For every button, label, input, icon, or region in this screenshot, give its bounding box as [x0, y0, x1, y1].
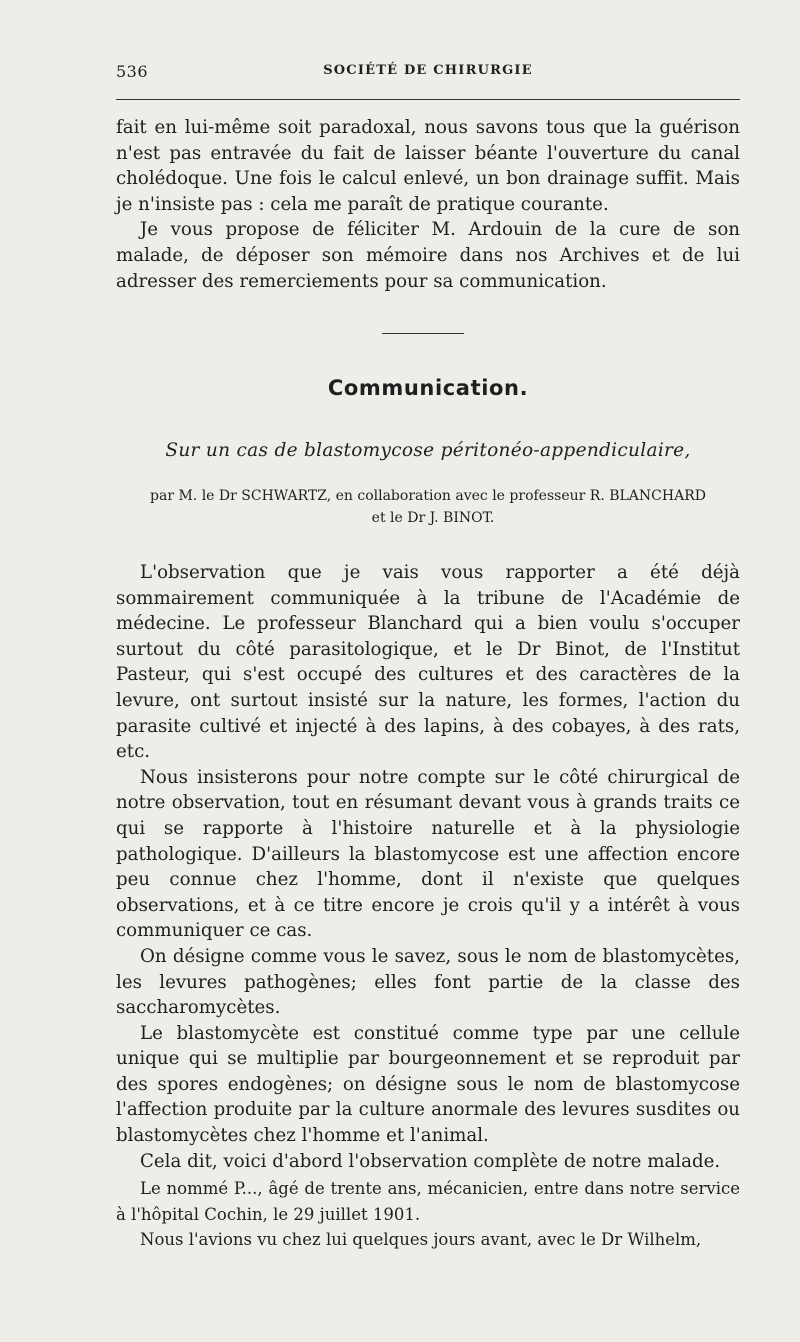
- text-block-top: [116, 115, 740, 294]
- header-rule: [116, 99, 740, 100]
- paragraph: Nous l'avions vu chez lui quelques jours avant, avec le Dr Wilhelm,: [140, 1230, 702, 1249]
- section-title: Communication.: [327, 376, 529, 400]
- paragraph: Nous insisterons pour notre compte sur le côté chirurgical de notre observation, tout en résumant devant vous à grands traits ce qui se rapporte à l'histoire naturelle et à la physiologie pathologique. D'ailleurs la blastomycose est une affection encore peu connue chez l'homme, dont il n'existe que quelques observations, et à ce titre encore je crois qu'il y a intérêt à vous communiquer ce cas.: [116, 766, 740, 942]
- article-subtitle: Sur un cas de blastomycose péritonéo-appendiculaire,: [165, 440, 691, 461]
- running-head: SOCIÉTÉ DE CHIRURGIE: [323, 63, 533, 78]
- paragraph: Le nommé P..., âgé de trente ans, mécanicien, entre dans notre service à l'hôpital Cochin, le 29 juillet 1901.: [116, 1179, 740, 1224]
- paragraph: Je vous propose de féliciter M. Ardouin de la cure de son malade, de déposer son mémoire dans nos Archives et de lui adresser des remerciements pour sa communication.: [116, 219, 740, 292]
- paragraph: On désigne comme vous le savez, sous le nom de blastomycètes, les levures pathogènes; elles font partie de la classe des saccharomycètes.: [116, 945, 740, 1019]
- paragraph: Cela dit, voici d'abord l'observation complète de notre malade.: [140, 1150, 721, 1172]
- paragraph: L'observation que je vais vous rapporter a été déjà sommairement communiquée à la tribune de l'Académie de médecine. Le professeur Blanchard qui a bien voulu s'occuper surtout du côté parasitologique, et le Dr Binot, de l'Institut Pasteur, qui s'est occupé des cultures et des caractères de la levure, ont surtout insisté sur la nature, les formes, l'action du parasite cultivé et injecté à des lapins, à des cobayes, à des rats, etc.: [116, 562, 740, 763]
- text-block-main: [116, 560, 740, 1174]
- byline-line: et le Dr J. BINOT.: [371, 510, 495, 526]
- paragraph: fait en lui-même soit paradoxal, nous savons tous que la guérison n'est pas entravée du fait de laisser béante l'ouverture du canal cholédoque. Une fois le calcul enlevé, un bon drainage suffit. Mais je n'insiste pas : cela me paraît de pratique courante.: [116, 117, 740, 215]
- page-number: 536: [116, 62, 149, 81]
- page-header: [116, 62, 740, 86]
- paragraph: Le blastomycète est constitué comme type par une cellule unique qui se multiplie par bourgeonnement et se reproduit par des spores endogènes; on désigne sous le nom de blastomycose l'affection produite par la culture anormale des levures susdites ou blastomycètes chez l'homme et l'animal.: [116, 1022, 740, 1147]
- section-separator: [382, 333, 464, 334]
- byline: [116, 485, 740, 529]
- text-block-small: [116, 1176, 740, 1253]
- byline-line: par M. le Dr SCHWARTZ, en collaboration avec le professeur R. BLANCHARD: [150, 488, 706, 504]
